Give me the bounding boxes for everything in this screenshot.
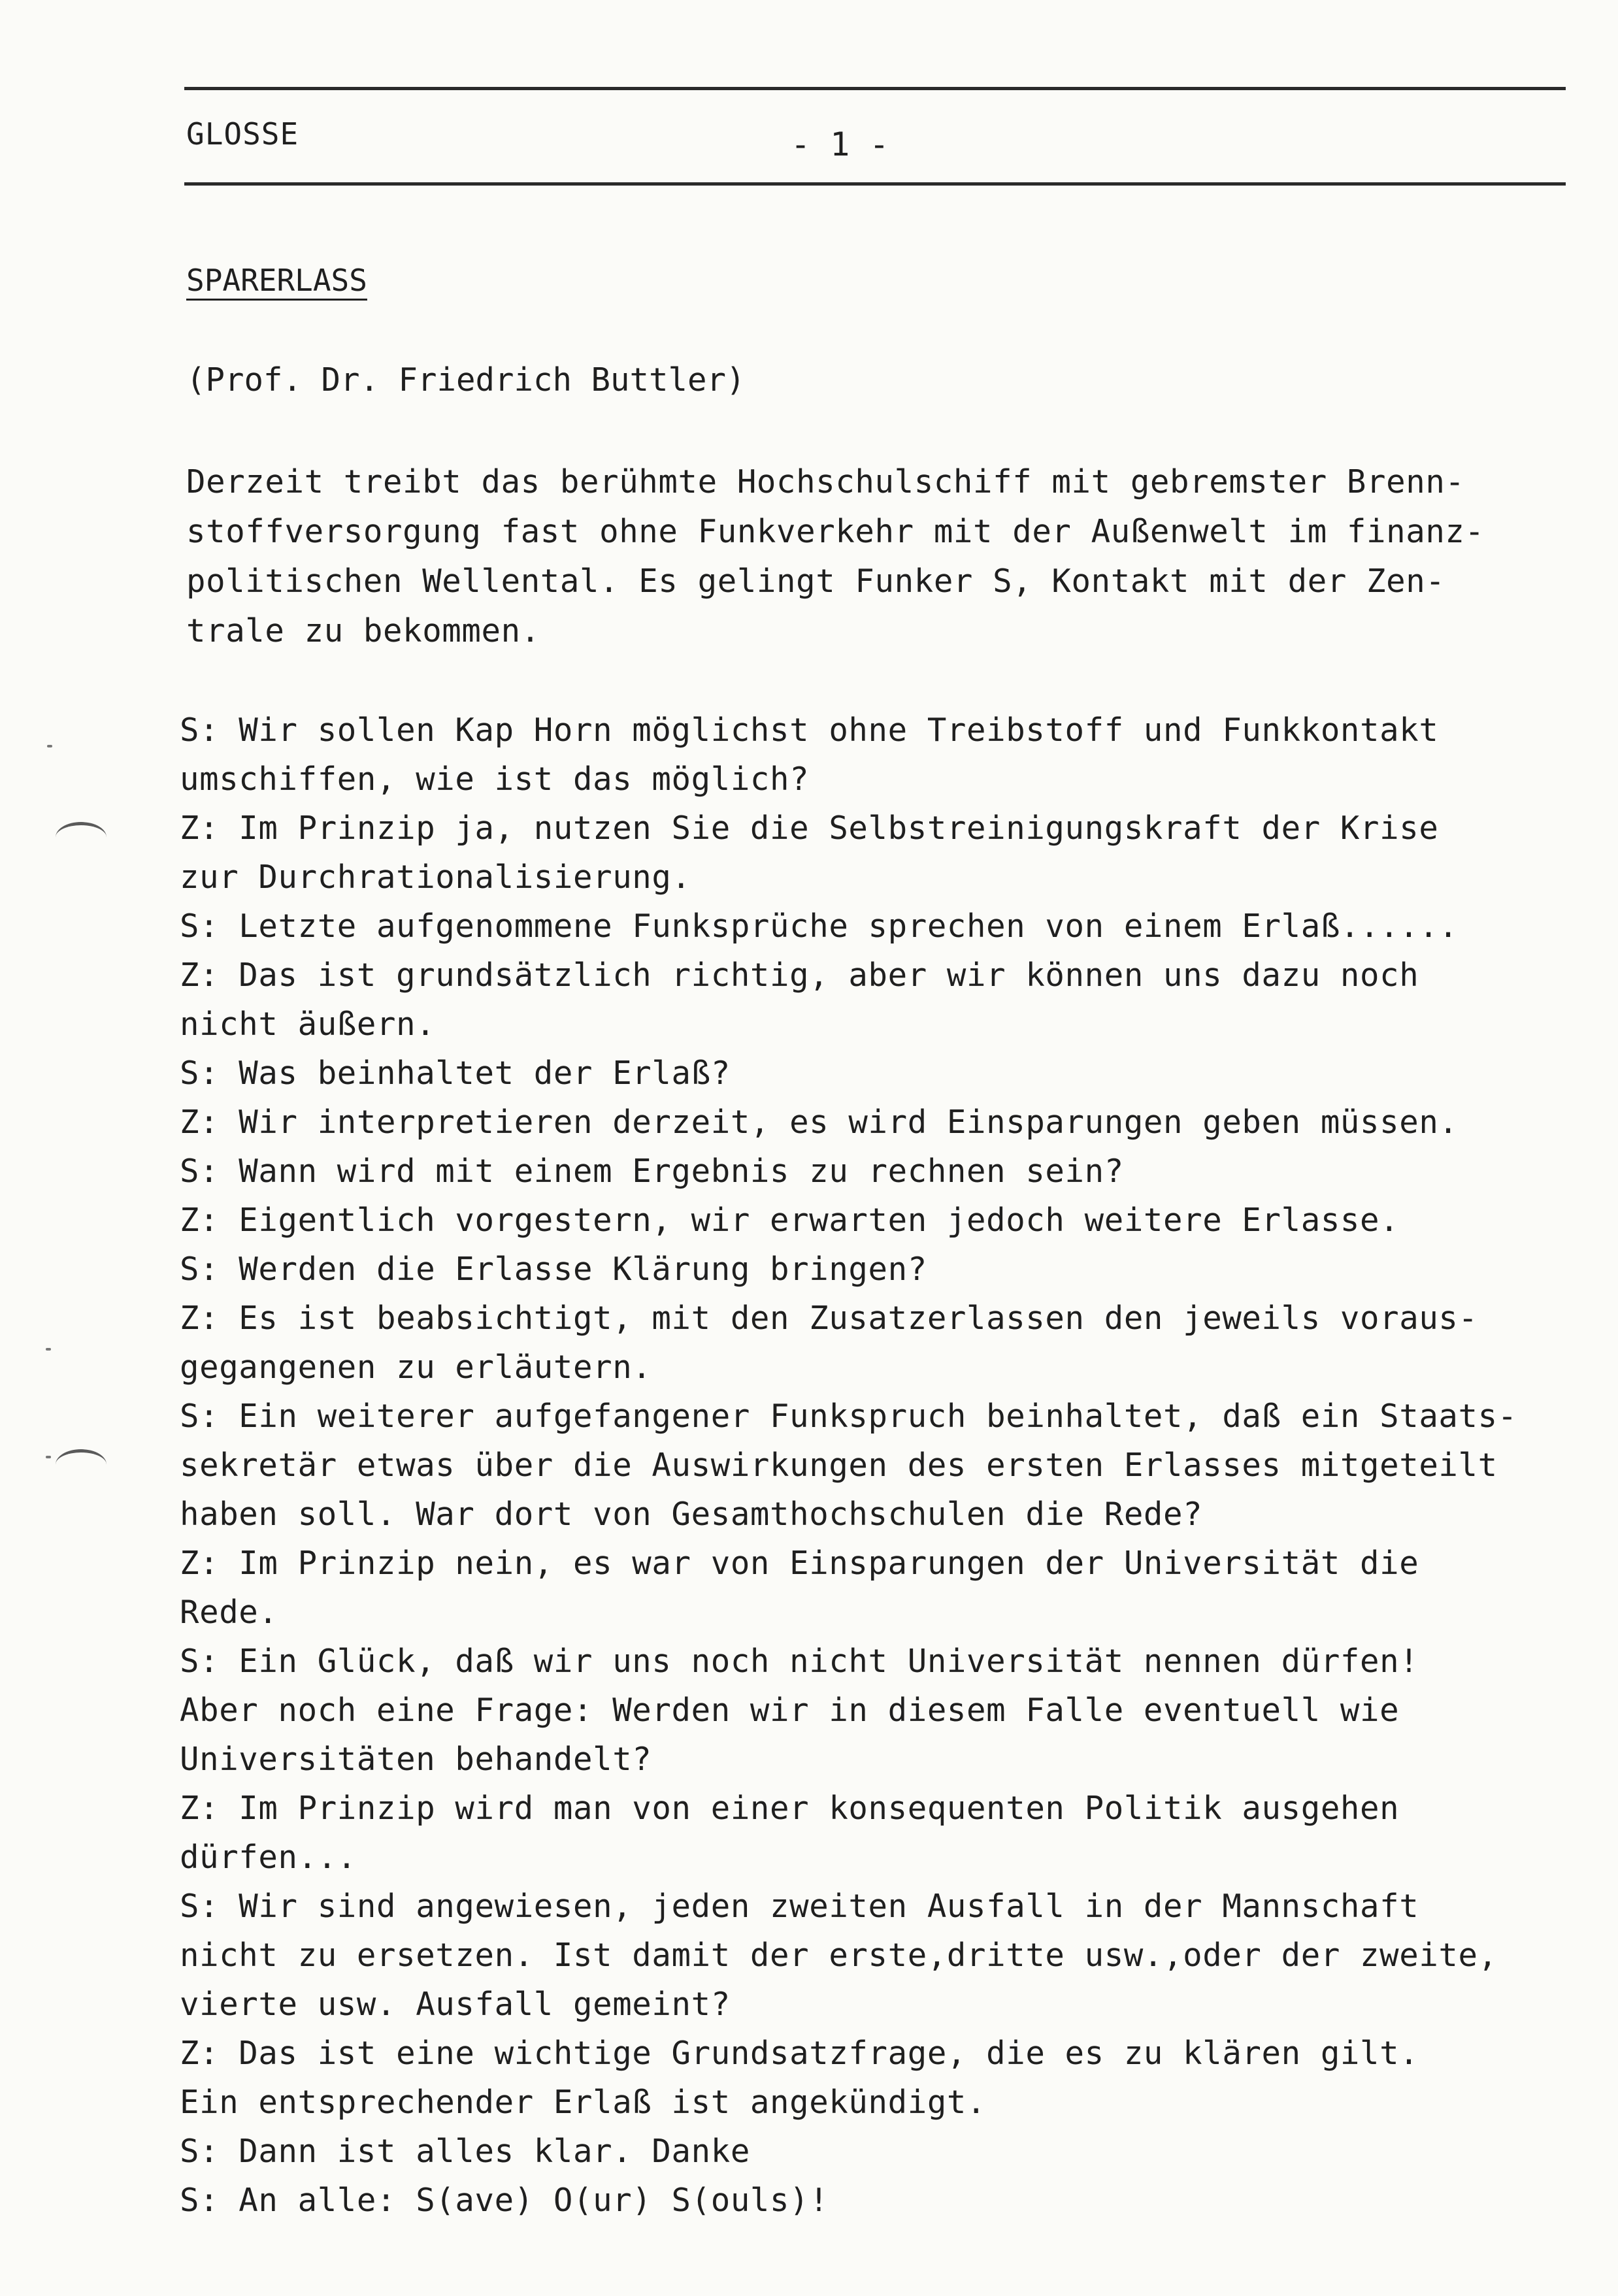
intro-line: Derzeit treibt das berühmte Hochschulschiff mit gebremster Brenn- — [186, 463, 1465, 500]
dialogue-line: Z: Im Prinzip nein, es war von Einsparungen der Universität die — [180, 1545, 1419, 1582]
dialogue-line: dürfen... — [180, 1839, 357, 1876]
dialogue-line: haben soll. War dort von Gesamthochschulen die Rede? — [180, 1496, 1203, 1533]
dialogue-line: S: Wir sind angewiesen, jeden zweiten Ausfall in der Mannschaft — [180, 1888, 1419, 1925]
page-number: - 1 - — [791, 125, 889, 163]
intro-line: stoffversorgung fast ohne Funkverkehr mit der Außenwelt im finanz- — [186, 513, 1485, 550]
intro-line: trale zu bekommen. — [186, 612, 540, 649]
dialogue-line: S: Was beinhaltet der Erlaß? — [180, 1055, 731, 1092]
dialogue-block — [180, 706, 1604, 2225]
dialogue-line: Z: Im Prinzip ja, nutzen Sie die Selbstreinigungskraft der Krise — [180, 810, 1439, 847]
dialogue-line: S: Werden die Erlasse Klärung bringen? — [180, 1251, 927, 1288]
dialogue-line: Z: Das ist grundsätzlich richtig, aber wir können uns dazu noch — [180, 957, 1419, 994]
dialogue-line: S: Dann ist alles klar. Danke — [180, 2133, 750, 2170]
margin-speck — [46, 1348, 51, 1351]
dialogue-line: Ein entsprechender Erlaß ist angekündigt. — [180, 2084, 987, 2121]
header-bottom-rule — [184, 182, 1566, 186]
dialogue-line: Z: Im Prinzip wird man von einer konsequenten Politik ausgehen — [180, 1790, 1400, 1827]
dialogue-line: Aber noch eine Frage: Werden wir in diesem Falle eventuell wie — [180, 1692, 1400, 1729]
dialogue-line: nicht äußern. — [180, 1006, 436, 1043]
dialogue-line: zur Durchrationalisierung. — [180, 859, 691, 896]
intro-paragraph — [186, 457, 1585, 656]
dialogue-line: Z: Das ist eine wichtige Grundsatzfrage, die es zu klären gilt. — [180, 2035, 1419, 2072]
dialogue-line: S: Ein weiterer aufgefangener Funkspruch beinhaltet, daß ein Staats- — [180, 1398, 1517, 1435]
dialogue-line: gegangenen zu erläutern. — [180, 1349, 652, 1386]
margin-speck — [46, 1456, 51, 1458]
dialogue-line: Rede. — [180, 1594, 278, 1631]
dialogue-line: Z: Eigentlich vorgestern, wir erwarten jedoch weitere Erlasse. — [180, 1202, 1400, 1239]
margin-speck — [47, 745, 52, 747]
dialogue-line: Z: Wir interpretieren derzeit, es wird Einsparungen geben müssen. — [180, 1104, 1459, 1141]
dialogue-line: S: An alle: S(ave) O(ur) S(ouls)! — [180, 2182, 829, 2219]
header-top-rule — [184, 87, 1566, 90]
punch-hole-mark — [56, 1449, 107, 1480]
dialogue-line: nicht zu ersetzen. Ist damit der erste,dritte usw.,oder der zweite, — [180, 1937, 1498, 1974]
dialogue-line: S: Ein Glück, daß wir uns noch nicht Universität nennen dürfen! — [180, 1643, 1419, 1680]
dialogue-line: S: Wann wird mit einem Ergebnis zu rechnen sein? — [180, 1153, 1124, 1190]
punch-hole-mark — [56, 822, 107, 853]
section-label: GLOSSE — [186, 116, 299, 152]
dialogue-line: sekretär etwas über die Auswirkungen des ersten Erlasses mitgeteilt — [180, 1447, 1498, 1484]
author-line: (Prof. Dr. Friedrich Buttler) — [186, 361, 746, 399]
document-title: SPARERLASS — [186, 263, 367, 298]
dialogue-line: Z: Es ist beabsichtigt, mit den Zusatzerlassen den jeweils voraus- — [180, 1300, 1478, 1337]
dialogue-line: Universitäten behandelt? — [180, 1741, 652, 1778]
intro-line: politischen Wellental. Es gelingt Funker S, Kontakt mit der Zen- — [186, 563, 1445, 600]
dialogue-line: S: Wir sollen Kap Horn möglichst ohne Treibstoff und Funkkontakt — [180, 712, 1439, 749]
dialogue-line: umschiffen, wie ist das möglich? — [180, 761, 810, 798]
dialogue-line: vierte usw. Ausfall gemeint? — [180, 1986, 731, 2023]
dialogue-line: S: Letzte aufgenommene Funksprüche sprechen von einem Erlaß...... — [180, 908, 1459, 945]
